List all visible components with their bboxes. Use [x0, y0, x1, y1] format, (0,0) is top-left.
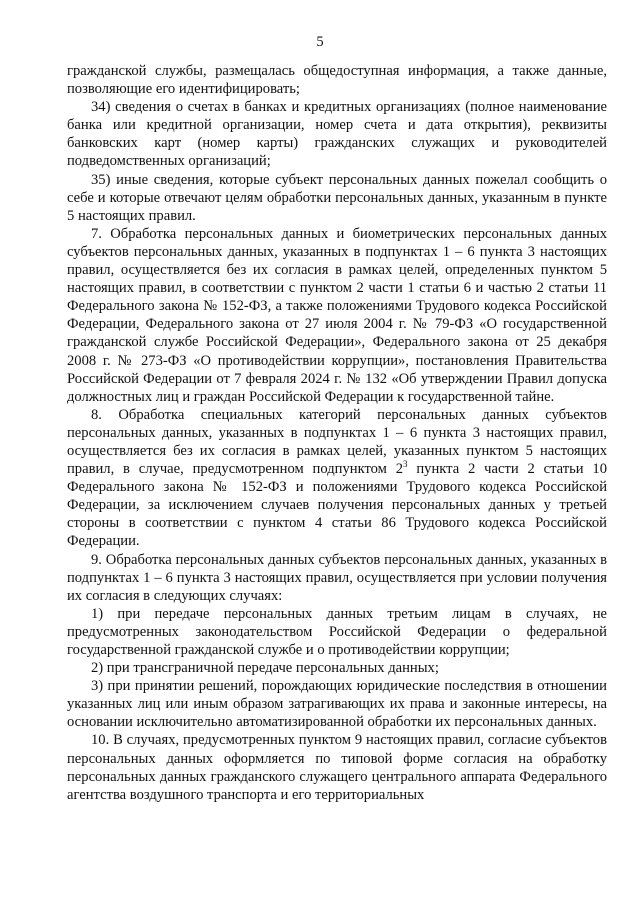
- clause-8-text-end: пункта 2 части 2 статьи 10 Федерального закона № 152-ФЗ и положениями Трудового кодекса Российской Федерации, за исключением случаев получения персональных данных у третьей стороны в соответствии с пунктом 4 статьи 86 Трудового кодекса Российской Федерации.: [67, 461, 607, 550]
- page-number: 5: [316, 34, 324, 50]
- clause-8-text-start: 8. Обработка специальных категорий персональных данных субъектов персональных данных, указанных в подпунктах 1 – 6 пункта 3 настоящих правил, осуществляется без их согласия в рамках целей, указанных пунктом 5 настоящих правил, в случае, предусмотренном подпунктом 2: [67, 406, 607, 478]
- paragraph-clause-9-item-2: 2) при трансграничной передаче персональных данных;: [91, 660, 439, 677]
- paragraph-clause-8: [67, 406, 607, 551]
- document-body: [67, 62, 607, 804]
- paragraph-clause-9-item-3: 3) при принятии решений, порождающих юридические последствия в отношении указанных лиц или иным образом затрагивающих их права и законные интересы, на основании исключительно автоматизированной обработки их персональных данных.: [67, 678, 607, 731]
- paragraph-clause-9-item-1: 1) при передаче персональных данных третьим лицам в случаях, не предусмотренных законодательством Российской Федерации о федеральной государственной гражданской службе и о противодействии коррупции;: [67, 605, 607, 658]
- paragraph-item-35: 35) иные сведения, которые субъект персональных данных пожелал сообщить о себе и которые отвечают целям обработки персональных данных, указанным в пункте 5 настоящих правил.: [67, 171, 607, 224]
- paragraph-clause-7: 7. Обработка персональных данных и биометрических персональных данных субъектов персональных данных, указанных в подпунктах 1 – 6 пункта 3 настоящих правил, осуществляется без их согласия в рамках целей, определенных пунктом 5 настоящих правил, в соответствии с пунктом 2 части 1 статьи 6 и частью 2 статьи 11 Федерального закона № 152-ФЗ, а также положениями Трудового кодекса Российской Федерации, Федерального закона от 27 июля 2004 г. № 79-ФЗ «О государственной гражданской службе Российской Федерации», Федерального закона от 25 декабря 2008 г. № 273-ФЗ «О противодействии коррупции», постановления Правительства Российской Федерации от 7 февраля 2024 г. № 132 «Об утверждении Правил допуска должностных лиц и граждан Российской Федерации к государственной тайне.: [67, 225, 607, 405]
- paragraph-clause-10: 10. В случаях, предусмотренных пунктом 9 настоящих правил, согласие субъектов персональных данных оформляется по типовой форме согласия на обработку персональных данных гражданского служащего центрального аппарата Федерального агентства воздушного транспорта и его территориальных: [67, 732, 607, 803]
- paragraph-item-34: 34) сведения о счетах в банках и кредитных организациях (полное наименование банка или кредитной организации, номер счета и дата открытия), реквизиты банковских карт (номер карты) гражданских служащих и руководителей подведомственных организаций;: [67, 99, 607, 170]
- paragraph-clause-9: 9. Обработка персональных данных субъектов персональных данных, указанных в подпунктах 1 – 6 пункта 3 настоящих правил, осуществляется при условии получения их согласия в следующих случаях:: [67, 551, 607, 604]
- clause-8-superscript: 3: [403, 459, 408, 470]
- paragraph-continuation: гражданской службы, размещалась общедоступная информация, а также данные, позволяющие его идентифицировать;: [67, 63, 607, 98]
